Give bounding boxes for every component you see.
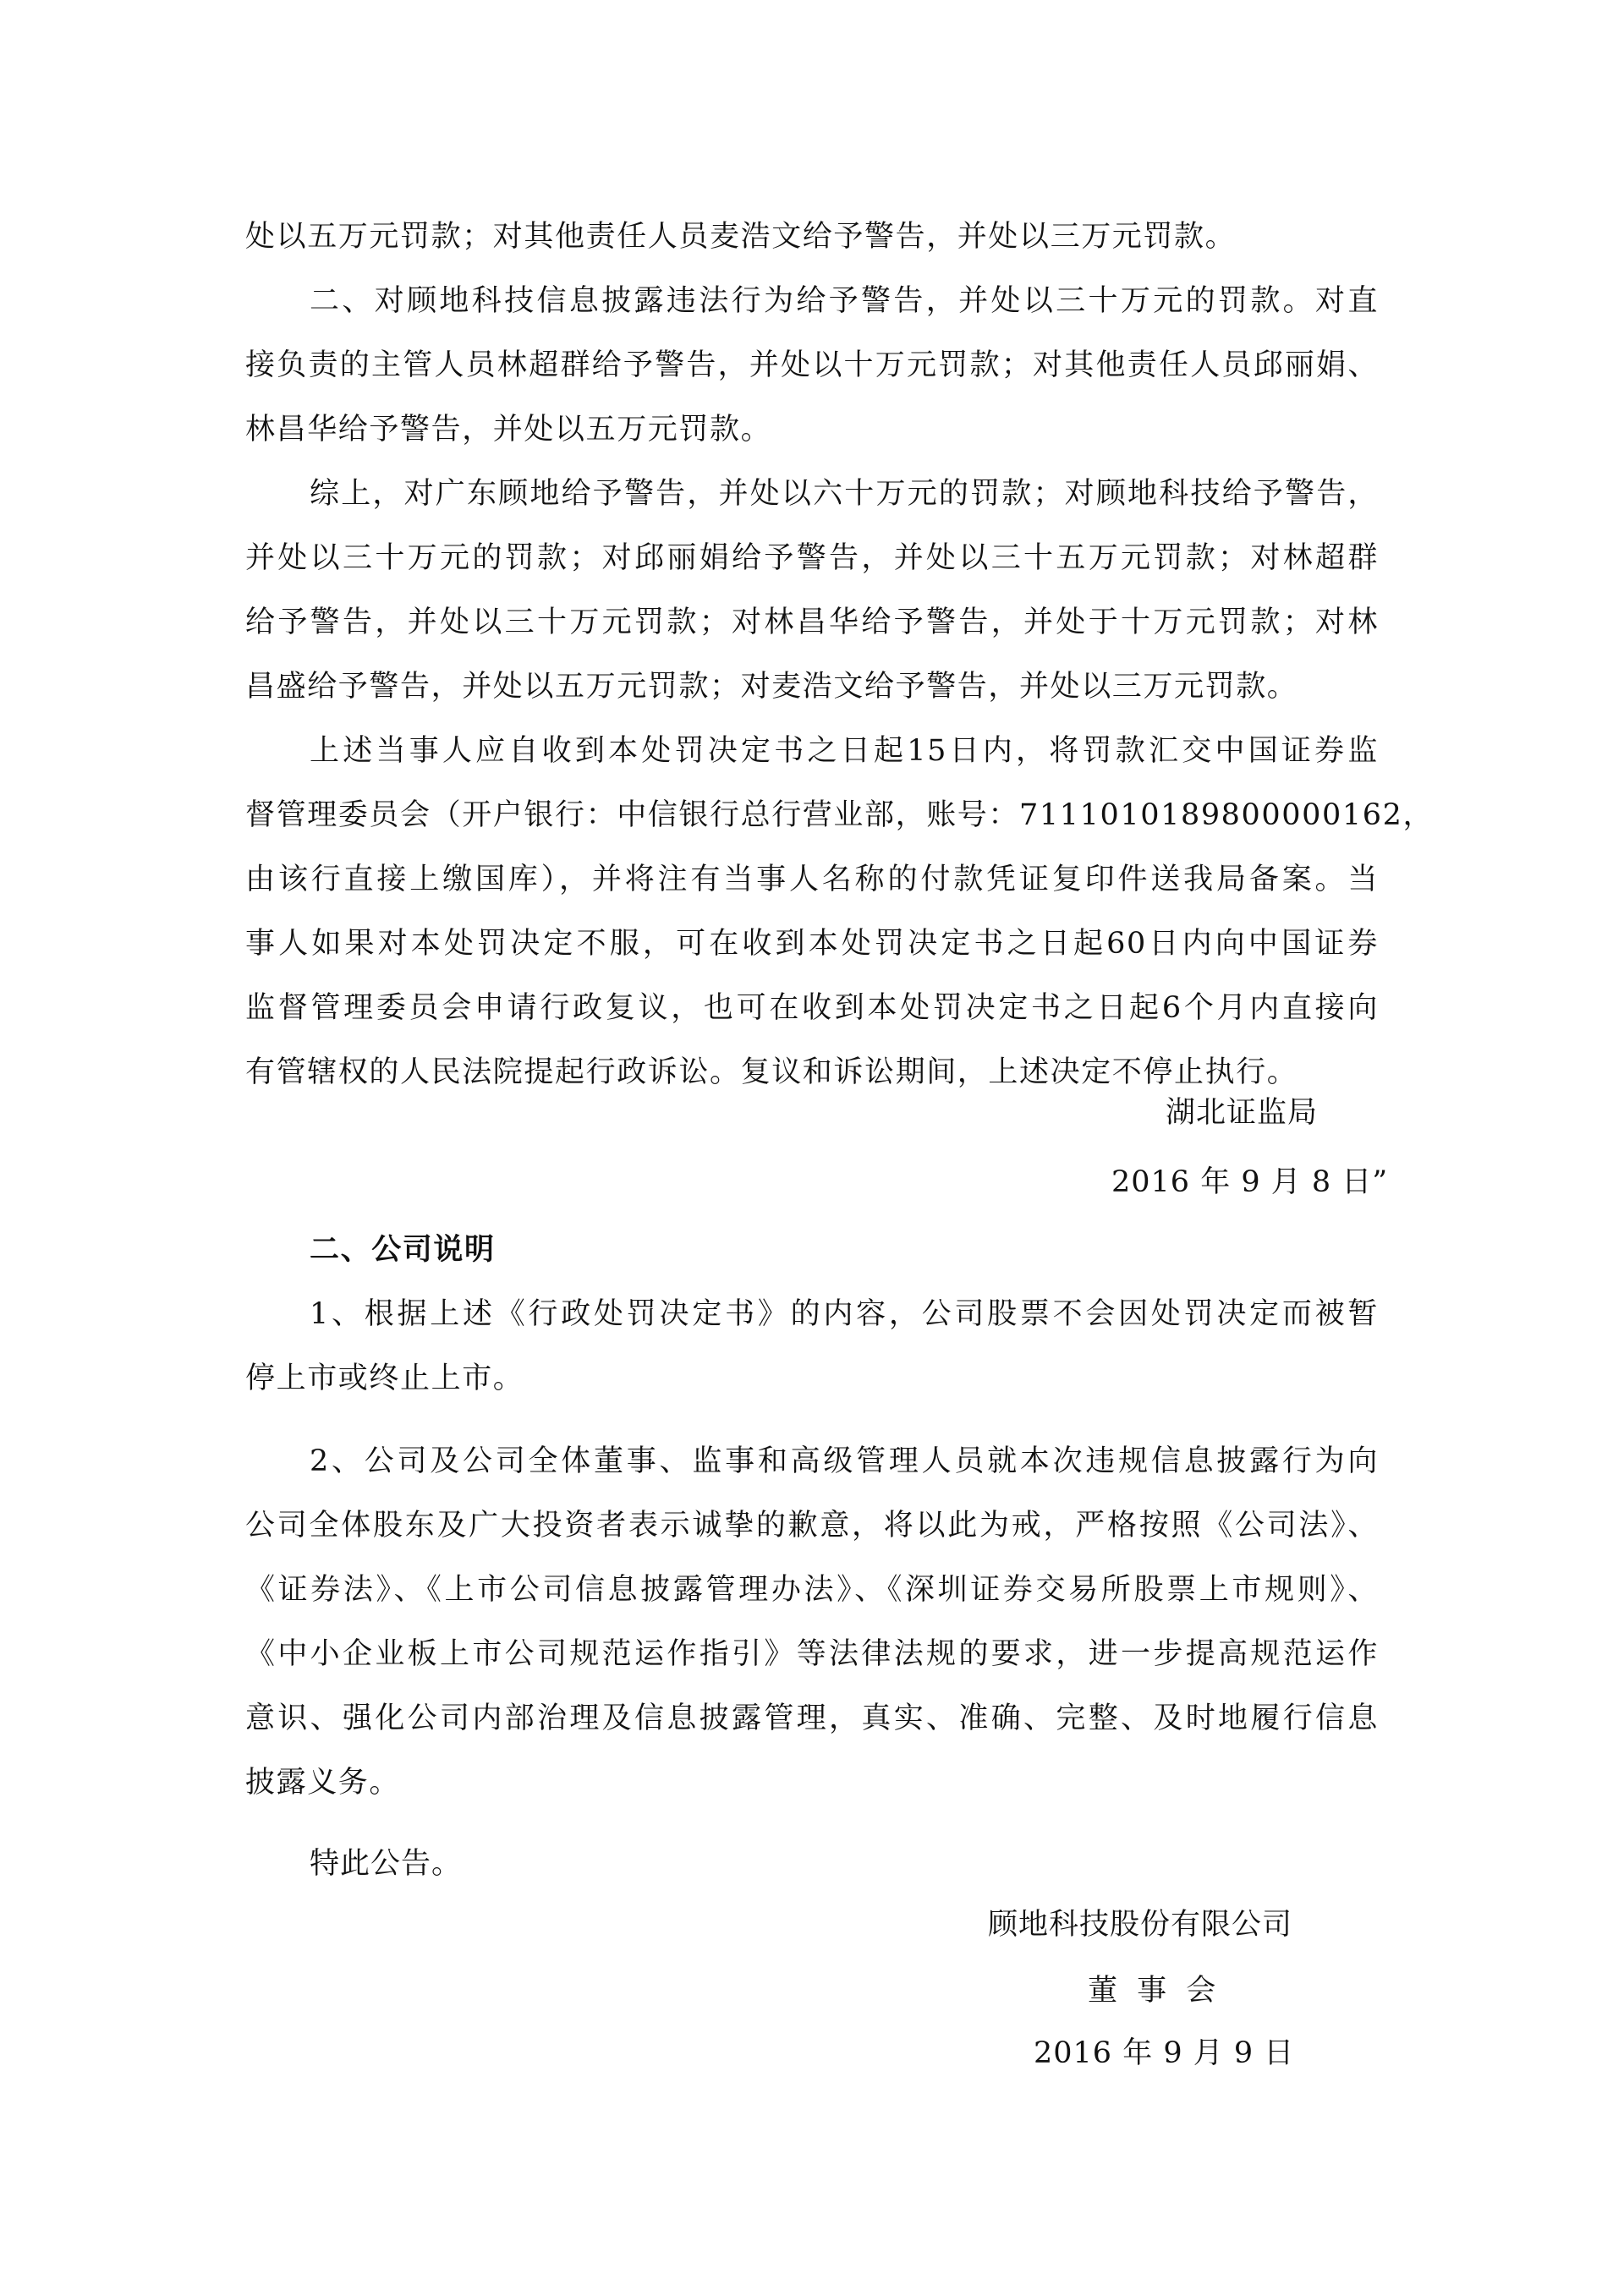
summary-paragraph bbox=[245, 462, 1379, 719]
company-name: 顾地科技股份有限公司 bbox=[988, 1908, 1293, 1942]
text-line: 给予警告，并处以三十万元罚款；对林昌华给予警告，并处于十万元罚款；对林 bbox=[245, 606, 1379, 639]
text-line: 停上市或终止上市。 bbox=[245, 1362, 524, 1395]
text-line: 《证券法》、《上市公司信息披露管理办法》、《深圳证券交易所股票上市规则》、 bbox=[245, 1573, 1379, 1607]
statement-item-1 bbox=[245, 1282, 1379, 1411]
text-line: 林昌华给予警告，并处以五万元罚款。 bbox=[245, 413, 772, 447]
text-line: 由该行直接上缴国库），并将注有当事人名称的付款凭证复印件送我局备案。当 bbox=[245, 863, 1379, 896]
text-line: 1、根据上述《行政处罚决定书》的内容，公司股票不会因处罚决定而被暂 bbox=[310, 1297, 1379, 1331]
company-statement-section bbox=[245, 1218, 1379, 1815]
board-of-directors: 董 事 会 bbox=[1088, 1974, 1221, 2008]
text-line: 意识、强化公司内部治理及信息披露管理，真实、准确、完整、及时地履行信息 bbox=[245, 1701, 1379, 1735]
text-line: 接负责的主管人员林超群给予警告，并处以十万元罚款；对其他责任人员邱丽娟、 bbox=[245, 348, 1379, 382]
text-line: 上述当事人应自收到本处罚决定书之日起15日内，将罚款汇交中国证券监 bbox=[310, 734, 1379, 768]
text-line: 《中小企业板上市公司规范运作指引》等法律法规的要求，进一步提高规范运作 bbox=[245, 1637, 1379, 1671]
text-line: 二、对顾地科技信息披露违法行为给予警告，并处以三十万元的罚款。对直 bbox=[310, 284, 1379, 318]
section-heading: 二、公司说明 bbox=[310, 1232, 496, 1267]
text-line: 公司全体股东及广大投资者表示诚挚的歉意，将以此为戒，严格按照《公司法》、 bbox=[245, 1509, 1379, 1543]
text-line: 昌盛给予警告，并处以五万元罚款；对麦浩文给予警告，并处以三万元罚款。 bbox=[245, 670, 1298, 704]
closing-statement: 特此公告。 bbox=[310, 1847, 463, 1881]
text-line: 并处以三十万元的罚款；对邱丽娟给予警告，并处以三十五万元罚款；对林超群 bbox=[245, 541, 1379, 575]
document-page bbox=[245, 205, 1435, 1104]
text-line: 督管理委员会（开户银行：中信银行总行营业部，账号：7111010189800000162， bbox=[245, 798, 1435, 832]
penalty-paragraph-2 bbox=[245, 269, 1379, 462]
text-line: 事人如果对本处罚决定不服，可在收到本处罚决定书之日起60日内向中国证券 bbox=[245, 927, 1379, 961]
payment-instructions-paragraph bbox=[245, 719, 1435, 1104]
regulator-name: 湖北证监局 bbox=[1166, 1096, 1319, 1130]
text-line: 监督管理委员会申请行政复议，也可在收到本处罚决定书之日起6个月内直接向 bbox=[245, 991, 1379, 1025]
text-line: 综上，对广东顾地给予警告，并处以六十万元的罚款；对顾地科技给予警告， bbox=[310, 477, 1379, 511]
text-line: 披露义务。 bbox=[245, 1766, 401, 1800]
text-line: 处以五万元罚款；对其他责任人员麦浩文给予警告，并处以三万元罚款。 bbox=[245, 220, 1237, 254]
statement-item-2 bbox=[245, 1429, 1379, 1815]
announcement-date: 2016 年 9 月 9 日 bbox=[1034, 2036, 1295, 2070]
text-line: 有管辖权的人民法院提起行政诉讼。复议和诉讼期间，上述决定不停止执行。 bbox=[245, 1055, 1298, 1089]
regulator-date: 2016 年 9 月 8 日” bbox=[1111, 1165, 1389, 1199]
continued-paragraph bbox=[245, 205, 1379, 269]
text-line: 2、公司及公司全体董事、监事和高级管理人员就本次违规信息披露行为向 bbox=[310, 1444, 1379, 1478]
